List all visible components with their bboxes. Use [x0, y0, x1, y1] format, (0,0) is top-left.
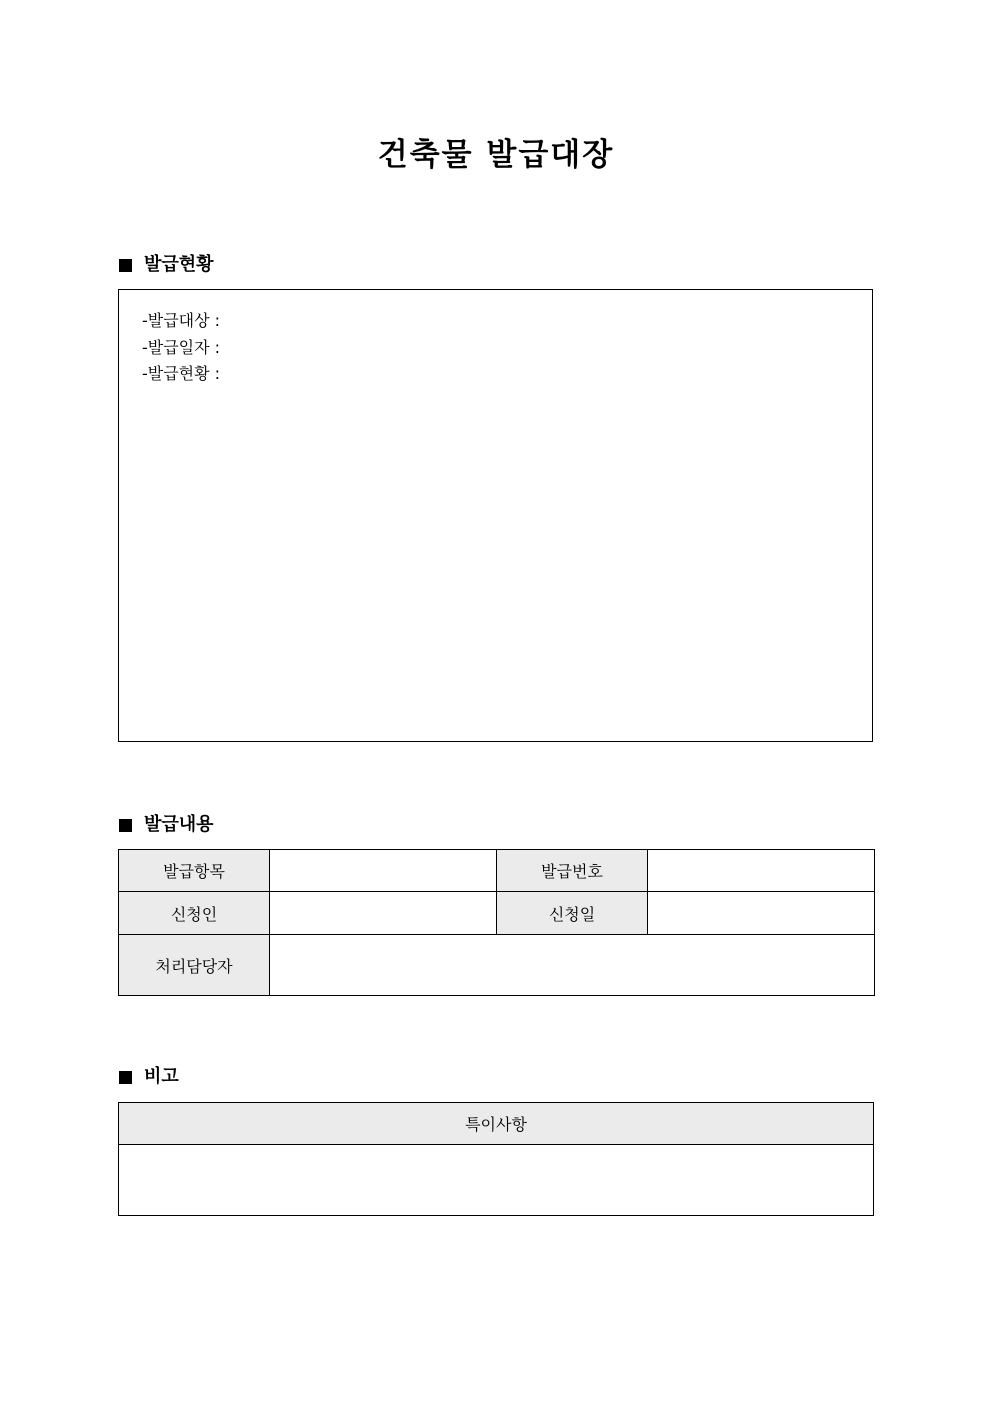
issue-item-label: 발급항목 [119, 850, 270, 892]
table-row [119, 935, 875, 996]
section-heading-label: 발급현황 [144, 254, 214, 275]
black-square-icon [119, 819, 132, 832]
table-row [119, 1145, 874, 1216]
section-heading-issue-status [119, 253, 214, 277]
section-heading-label: 비고 [144, 1066, 179, 1087]
application-date-value[interactable] [648, 892, 875, 935]
issue-target-line: -발급대상 : [142, 311, 221, 330]
issue-status-line: -발급현황 : [142, 364, 221, 383]
manager-label: 처리담당자 [119, 935, 270, 996]
black-square-icon [119, 259, 132, 272]
issue-number-label: 발급번호 [497, 850, 648, 892]
black-square-icon [119, 1071, 132, 1084]
issue-status-box [118, 289, 873, 742]
section-heading-issue-content [119, 813, 214, 837]
table-row [119, 892, 875, 935]
table-row [119, 850, 875, 892]
application-date-label: 신청일 [497, 892, 648, 935]
applicant-value[interactable] [270, 892, 497, 935]
issue-content-table [118, 849, 875, 996]
section-heading-label: 발급내용 [144, 814, 214, 835]
manager-value[interactable] [270, 935, 875, 996]
table-row [119, 1103, 874, 1145]
special-notes-content[interactable] [119, 1145, 874, 1216]
section-heading-remarks [119, 1065, 179, 1089]
issue-number-value[interactable] [648, 850, 875, 892]
document-title: 건축물 발급대장 [377, 137, 615, 173]
applicant-label: 신청인 [119, 892, 270, 935]
issue-date-line: -발급일자 : [142, 337, 221, 357]
special-notes-header: 특이사항 [119, 1103, 874, 1145]
remarks-table [118, 1102, 874, 1216]
issue-status-lines [142, 308, 220, 388]
issue-item-value[interactable] [270, 850, 497, 892]
